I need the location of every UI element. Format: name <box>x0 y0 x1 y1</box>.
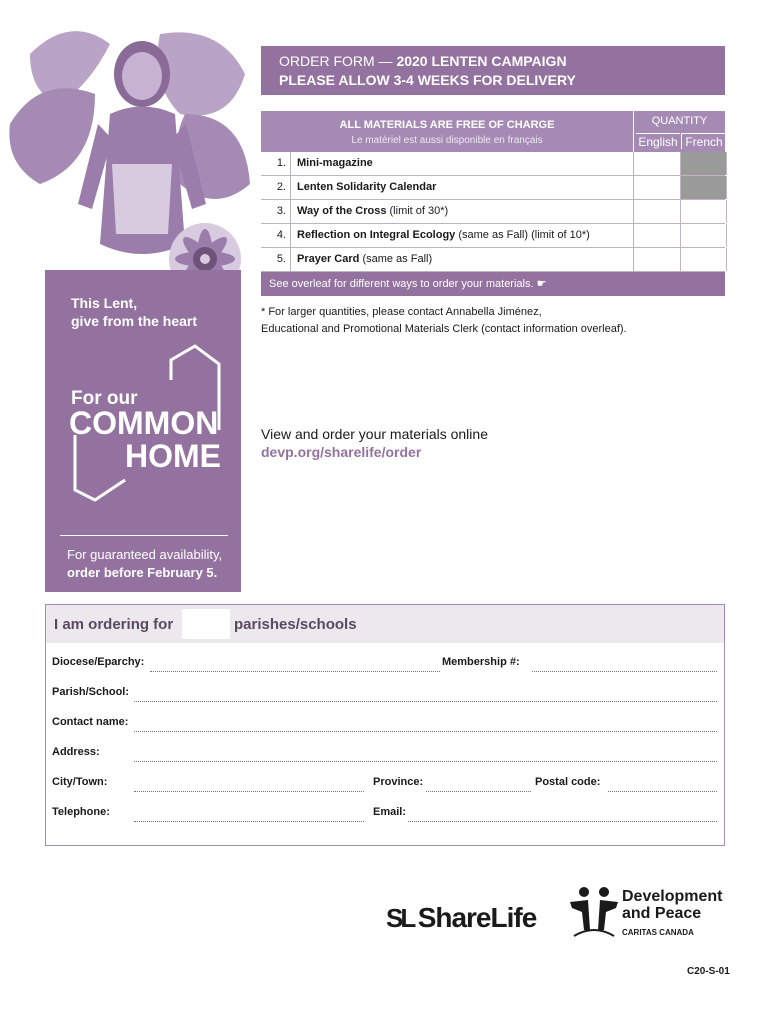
hero-art <box>0 14 260 314</box>
diocese-field[interactable] <box>150 670 440 672</box>
order-link[interactable]: devp.org/sharelife/order <box>261 444 422 460</box>
ordering-for-label: I am ordering for <box>54 616 174 633</box>
online-order <box>261 426 488 460</box>
caritas-text: CARITAS CANADA <box>622 928 694 937</box>
order-before-text: order before February 5. <box>67 565 218 580</box>
dp-name <box>622 888 722 922</box>
online-text: View and order your materials online <box>261 426 488 442</box>
membership-label: Membership #: <box>442 656 520 668</box>
english-qty-field[interactable] <box>633 176 681 199</box>
parishes-label: parishes/schools <box>234 616 357 633</box>
french-qty-unavailable <box>680 176 727 199</box>
free-of-charge: ALL MATERIALS ARE FREE OF CHARGE <box>339 119 555 131</box>
tagline-line2: give from the heart <box>71 313 198 329</box>
table-row <box>261 224 725 248</box>
row-number: 4. <box>261 224 291 247</box>
header-delivery: PLEASE ALLOW 3-4 WEEKS FOR DELIVERY <box>279 72 576 88</box>
table-row <box>261 152 725 176</box>
province-label: Province: <box>373 776 424 788</box>
sharelife-text: ShareLife <box>417 902 537 933</box>
row-name: Prayer Card (same as Fall) <box>297 253 433 265</box>
english-label: English <box>636 133 680 149</box>
row-number: 2. <box>261 176 291 199</box>
address-field[interactable] <box>134 760 717 762</box>
french-qty-field[interactable] <box>680 248 727 271</box>
table-row <box>261 248 725 272</box>
common-text: COMMON <box>69 405 219 441</box>
divider <box>60 535 228 536</box>
address-label: Address: <box>52 746 100 758</box>
header-title <box>279 53 567 69</box>
ordering-for-bar <box>46 605 724 643</box>
order-form-header <box>261 46 725 95</box>
province-field[interactable] <box>426 790 531 792</box>
row-number: 1. <box>261 152 291 175</box>
overleaf-text: See overleaf for different ways to order your materials. ☛ <box>269 278 547 290</box>
french-label: French <box>681 133 726 149</box>
home-text: HOME <box>125 438 221 474</box>
header-prefix: ORDER FORM — <box>279 53 393 69</box>
sharelife-mark: SL <box>386 903 414 933</box>
table-header <box>261 111 633 152</box>
parish-label: Parish/School: <box>52 686 130 698</box>
telephone-label: Telephone: <box>52 806 110 818</box>
note-line2: Educational and Promotional Materials Clerk (contact information overleaf). <box>261 323 627 335</box>
dp-line2: and Peace <box>622 905 702 922</box>
hero-illustration <box>0 14 260 314</box>
parish-field[interactable] <box>134 700 717 702</box>
row-number: 3. <box>261 200 291 223</box>
quantity-note <box>261 304 627 338</box>
row-name: Mini-magazine <box>297 157 373 169</box>
email-label: Email: <box>373 806 407 818</box>
note-line1: * For larger quantities, please contact Annabella Jiménez, <box>261 306 542 318</box>
form-code: C20-S-01 <box>687 966 730 977</box>
development-peace-logo <box>568 884 728 940</box>
row-name: Lenten Solidarity Calendar <box>297 181 437 193</box>
french-qty-field[interactable] <box>680 224 727 247</box>
table-row <box>261 200 725 224</box>
for-our-text: For our <box>71 388 138 409</box>
order-details-box <box>45 604 725 846</box>
english-qty-field[interactable] <box>633 224 681 247</box>
english-qty-field[interactable] <box>633 152 681 175</box>
dp-line1: Development <box>622 888 723 905</box>
people-icon <box>568 884 620 940</box>
french-note: Le matériel est aussi disponible en français <box>351 135 543 146</box>
row-name: Way of the Cross (limit of 30*) <box>297 205 449 217</box>
header-campaign: 2020 LENTEN CAMPAIGN <box>396 53 567 69</box>
telephone-field[interactable] <box>134 820 364 822</box>
english-qty-field[interactable] <box>633 200 681 223</box>
quantity-label: QUANTITY <box>651 115 708 127</box>
city-label: City/Town: <box>52 776 108 788</box>
overleaf-bar <box>261 272 725 296</box>
postal-field[interactable] <box>608 790 717 792</box>
parish-count-field[interactable] <box>182 609 230 639</box>
city-field[interactable] <box>134 790 364 792</box>
quantity-header <box>634 111 725 152</box>
contact-field[interactable] <box>134 730 717 732</box>
email-field[interactable] <box>408 820 717 822</box>
postal-label: Postal code: <box>535 776 601 788</box>
tagline-line1: This Lent, <box>71 295 138 311</box>
contact-label: Contact name: <box>52 716 129 728</box>
row-number: 5. <box>261 248 291 271</box>
english-qty-field[interactable] <box>633 248 681 271</box>
guaranteed-text: For guaranteed availability, <box>67 547 223 562</box>
side-panel <box>45 270 241 592</box>
table-row <box>261 176 725 200</box>
sharelife-logo <box>386 902 536 934</box>
side-tagline <box>71 294 197 330</box>
membership-field[interactable] <box>532 670 717 672</box>
french-qty-unavailable <box>680 152 727 175</box>
french-qty-field[interactable] <box>680 200 727 223</box>
row-name: Reflection on Integral Ecology (same as Fall) (limit of 10*) <box>297 229 590 241</box>
diocese-label: Diocese/Eparchy: <box>52 656 145 668</box>
